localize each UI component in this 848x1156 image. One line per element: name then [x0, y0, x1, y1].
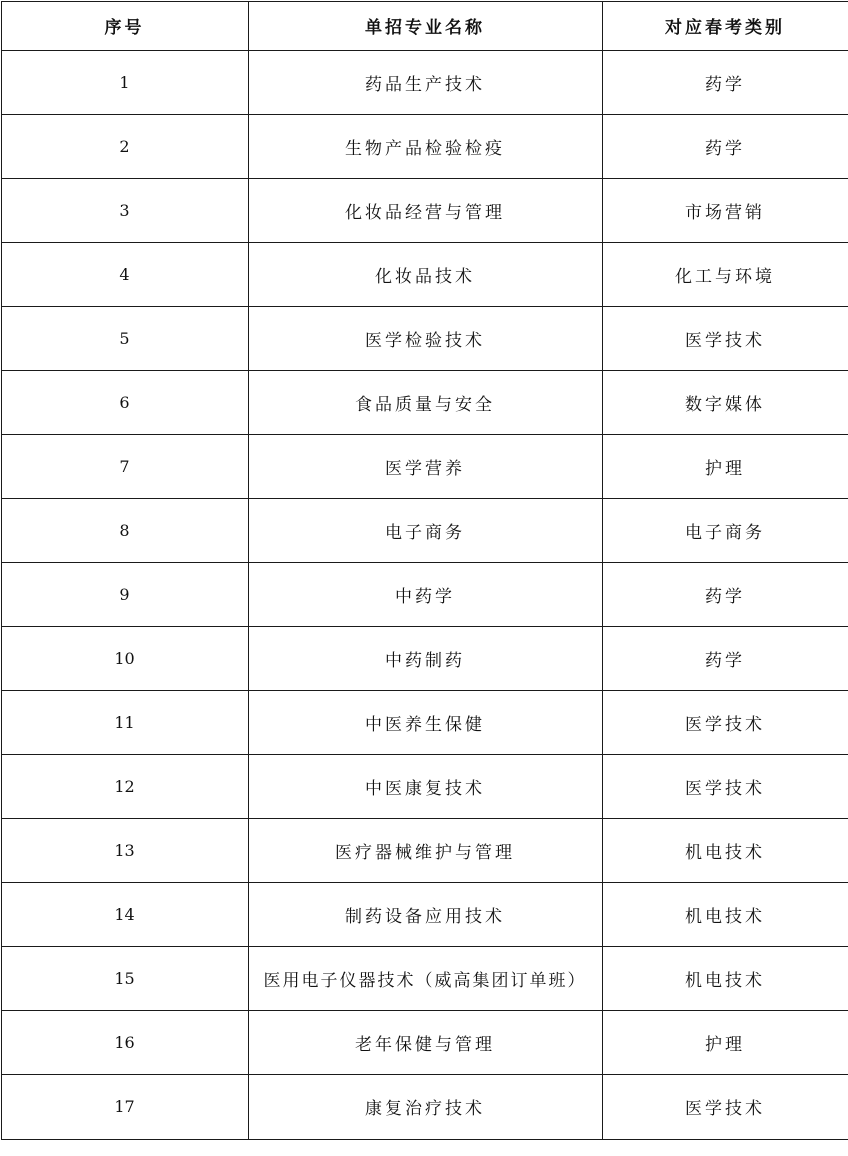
cell-major-name: 中医康复技术	[248, 754, 602, 818]
table-row	[1, 306, 848, 370]
table-row	[1, 882, 848, 946]
cell-category: 医学技术	[602, 754, 848, 818]
cell-major-name: 医疗器械维护与管理	[248, 818, 602, 882]
cell-major-name: 制药设备应用技术	[248, 882, 602, 946]
header-spring-exam-category: 对应春考类别	[602, 1, 848, 50]
cell-major-name: 食品质量与安全	[248, 370, 602, 434]
cell-major-name: 药品生产技术	[248, 50, 602, 114]
cell-category: 药学	[602, 50, 848, 114]
cell-category: 市场营销	[602, 178, 848, 242]
cell-major-name: 医学检验技术	[248, 306, 602, 370]
cell-serial-number: 14	[1, 882, 248, 946]
cell-serial-number: 16	[1, 1010, 248, 1074]
cell-category: 药学	[602, 114, 848, 178]
cell-category: 护理	[602, 434, 848, 498]
cell-serial-number: 1	[1, 50, 248, 114]
table-row	[1, 818, 848, 882]
cell-category: 医学技术	[602, 690, 848, 754]
header-major-name: 单招专业名称	[248, 1, 602, 50]
table-row	[1, 562, 848, 626]
table-row	[1, 626, 848, 690]
table-row	[1, 242, 848, 306]
cell-serial-number: 6	[1, 370, 248, 434]
cell-serial-number: 7	[1, 434, 248, 498]
cell-serial-number: 15	[1, 946, 248, 1010]
cell-serial-number: 8	[1, 498, 248, 562]
cell-category: 化工与环境	[602, 242, 848, 306]
table-row	[1, 50, 848, 114]
cell-serial-number: 2	[1, 114, 248, 178]
table-row	[1, 690, 848, 754]
cell-category: 机电技术	[602, 946, 848, 1010]
table-row	[1, 178, 848, 242]
cell-category: 数字媒体	[602, 370, 848, 434]
cell-major-name: 康复治疗技术	[248, 1074, 602, 1139]
cell-category: 电子商务	[602, 498, 848, 562]
cell-major-name: 老年保健与管理	[248, 1010, 602, 1074]
cell-category: 医学技术	[602, 306, 848, 370]
cell-category: 药学	[602, 562, 848, 626]
major-category-table	[1, 1, 848, 1140]
cell-serial-number: 4	[1, 242, 248, 306]
cell-major-name: 电子商务	[248, 498, 602, 562]
header-serial-number: 序号	[1, 1, 248, 50]
table-row	[1, 370, 848, 434]
cell-serial-number: 17	[1, 1074, 248, 1139]
cell-category: 医学技术	[602, 1074, 848, 1139]
cell-category: 机电技术	[602, 882, 848, 946]
cell-category: 护理	[602, 1010, 848, 1074]
cell-serial-number: 5	[1, 306, 248, 370]
cell-major-name: 中医养生保健	[248, 690, 602, 754]
cell-category: 药学	[602, 626, 848, 690]
cell-major-name: 中药学	[248, 562, 602, 626]
table-row	[1, 114, 848, 178]
table-row	[1, 946, 848, 1010]
table-row	[1, 1074, 848, 1139]
cell-serial-number: 3	[1, 178, 248, 242]
cell-major-name: 生物产品检验检疫	[248, 114, 602, 178]
cell-serial-number: 10	[1, 626, 248, 690]
cell-major-name: 化妆品技术	[248, 242, 602, 306]
cell-category: 机电技术	[602, 818, 848, 882]
cell-major-name: 中药制药	[248, 626, 602, 690]
cell-serial-number: 11	[1, 690, 248, 754]
table-row	[1, 1010, 848, 1074]
cell-serial-number: 12	[1, 754, 248, 818]
cell-major-name: 医用电子仪器技术（威高集团订单班）	[248, 946, 602, 1010]
table-row	[1, 498, 848, 562]
table-row	[1, 434, 848, 498]
cell-serial-number: 9	[1, 562, 248, 626]
table-row	[1, 754, 848, 818]
cell-major-name: 化妆品经营与管理	[248, 178, 602, 242]
cell-serial-number: 13	[1, 818, 248, 882]
cell-major-name: 医学营养	[248, 434, 602, 498]
table-header-row	[1, 1, 848, 50]
